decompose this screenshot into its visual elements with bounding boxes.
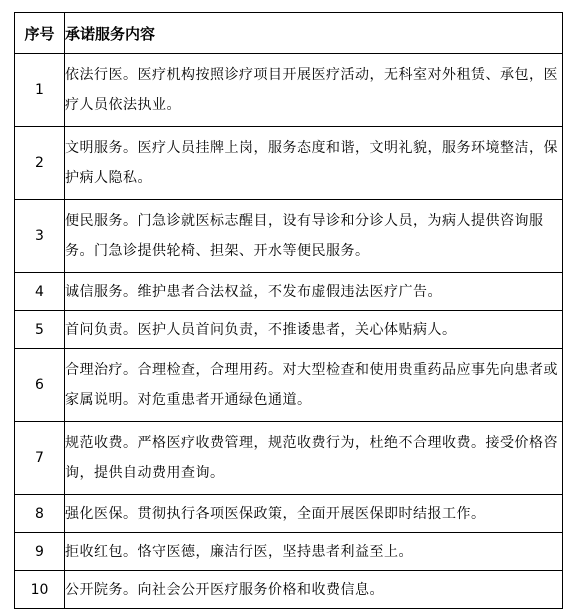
row-number: 1 — [15, 54, 65, 127]
table-row — [15, 571, 563, 609]
table-header-row — [15, 13, 563, 54]
row-content: 规范收费。严格医疗收费管理，规范收费行为，杜绝不合理收费。接受价格咨询，提供自动费用查询。 — [65, 422, 563, 495]
row-content: 强化医保。贯彻执行各项医保政策，全面开展医保即时结报工作。 — [65, 495, 563, 533]
row-number: 9 — [15, 533, 65, 571]
row-content: 公开院务。向社会公开医疗服务价格和收费信息。 — [65, 571, 563, 609]
table-row — [15, 349, 563, 422]
row-number: 6 — [15, 349, 65, 422]
row-number: 3 — [15, 200, 65, 273]
service-commitment-table — [14, 12, 563, 609]
row-content: 文明服务。医疗人员挂牌上岗，服务态度和谐，文明礼貌，服务环境整洁，保护病人隐私。 — [65, 127, 563, 200]
table-row — [15, 273, 563, 311]
table-row — [15, 200, 563, 273]
row-number: 7 — [15, 422, 65, 495]
row-content: 诚信服务。维护患者合法权益，不发布虚假违法医疗广告。 — [65, 273, 563, 311]
row-number: 4 — [15, 273, 65, 311]
row-content: 首问负责。医护人员首问负责，不推诿患者，关心体贴病人。 — [65, 311, 563, 349]
row-number: 8 — [15, 495, 65, 533]
row-number: 5 — [15, 311, 65, 349]
row-content: 便民服务。门急诊就医标志醒目，设有导诊和分诊人员，为病人提供咨询服务。门急诊提供轮椅、担架、开水等便民服务。 — [65, 200, 563, 273]
table-row — [15, 127, 563, 200]
row-number: 10 — [15, 571, 65, 609]
column-header-no: 序号 — [15, 13, 65, 54]
row-number: 2 — [15, 127, 65, 200]
row-content: 依法行医。医疗机构按照诊疗项目开展医疗活动，无科室对外租赁、承包，医疗人员依法执业。 — [65, 54, 563, 127]
row-content: 合理治疗。合理检查，合理用药。对大型检查和使用贵重药品应事先向患者或家属说明。对危重患者开通绿色通道。 — [65, 349, 563, 422]
row-content: 拒收红包。恪守医德，廉洁行医，坚持患者利益至上。 — [65, 533, 563, 571]
table-row — [15, 533, 563, 571]
table-row — [15, 495, 563, 533]
table-row — [15, 54, 563, 127]
table-row — [15, 311, 563, 349]
table-row — [15, 422, 563, 495]
column-header-content: 承诺服务内容 — [65, 13, 563, 54]
